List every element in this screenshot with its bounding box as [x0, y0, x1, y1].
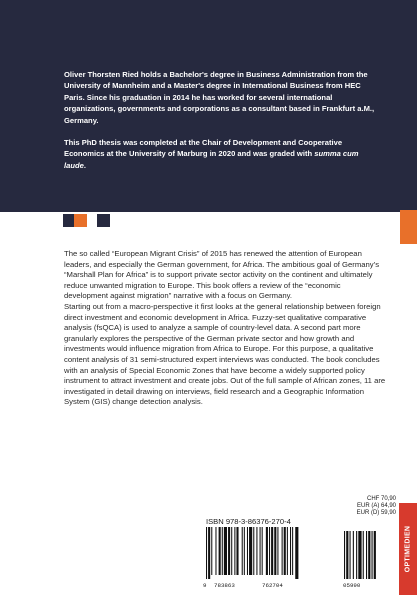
- orange-edge-tab: [400, 210, 417, 244]
- price-eur-d: EUR (D) 59,90: [356, 509, 396, 516]
- thesis-note: [64, 137, 382, 171]
- bio-paragraph: Oliver Thorsten Ried holds a Bachelor's degree in Business Administration from the University of Mannheim and a Master's degree in International Business from HEC Paris. Since his graduation in 2014 he has worked for several international organizations, governments and corporations as a consultant based in Frankfurt a.M., Germany.: [64, 70, 375, 125]
- thesis-grade: summa cum laude: [64, 149, 359, 170]
- publisher-name: OPTIMEDIEN: [404, 525, 412, 573]
- author-bio: [64, 69, 382, 182]
- barcode: [204, 527, 402, 579]
- isbn: ISBN 978-3-86376-270-4: [206, 517, 291, 526]
- decor-square-orange: [74, 214, 87, 227]
- price-chf: CHF 70,90: [366, 496, 396, 502]
- price-list: [346, 496, 396, 516]
- decor-square-navy-2: [97, 214, 110, 227]
- publisher-logo: [399, 503, 417, 595]
- author-panel: [0, 0, 417, 212]
- barcode-group-1: 783863: [214, 582, 235, 589]
- price-eur-a: EUR (A) 64,90: [356, 502, 396, 509]
- barcode-lead-digit: 9: [203, 582, 207, 589]
- barcode-group-2: 762704: [262, 582, 283, 589]
- description-paragraph-2: Starting out from a macro-perspective it first looks at the general relationship between foreign direct investment and economic development in Africa. Fuzzy-set qualitative comparative analysis (fsQCA) is used to analyze a sample of country-level data. A second part more granularly explores the perspective of the German private sector and how growth and investments would influence migration from Africa to Europe. For this purpose, a qualitative content analysis of 31 semi-structured expert interviews was conducted. The book concludes with an analysis of Special Economic Zones that have become a widely supported policy instrument to attract investment and create jobs. Out of the full sample of African zones, 11 are investigated in detail drawing on interviews, field research and a Geographic Information System (GIS) change detection analysis.: [64, 301, 386, 407]
- thesis-text: This PhD thesis was completed at the Chair of Development and Cooperative Economics at the University of Marburg in 2020 and was graded with: [64, 138, 343, 159]
- book-description: [64, 249, 386, 408]
- thesis-end: .: [83, 160, 86, 170]
- barcode-addon-digits: 05990: [343, 582, 361, 589]
- description-paragraph-1: The so called “European Migrant Crisis” of 2015 has renewed the attention of European leaders, and especially the German government, for Africa. The ambitious goal of Germany’s “Marshall Plan for Africa” is to support private sector activity on the continent and ultimately reduce unwanted migration to Europe. This book offers a review of the “economic development against migration” narrative with a focus on Germany.: [64, 249, 380, 301]
